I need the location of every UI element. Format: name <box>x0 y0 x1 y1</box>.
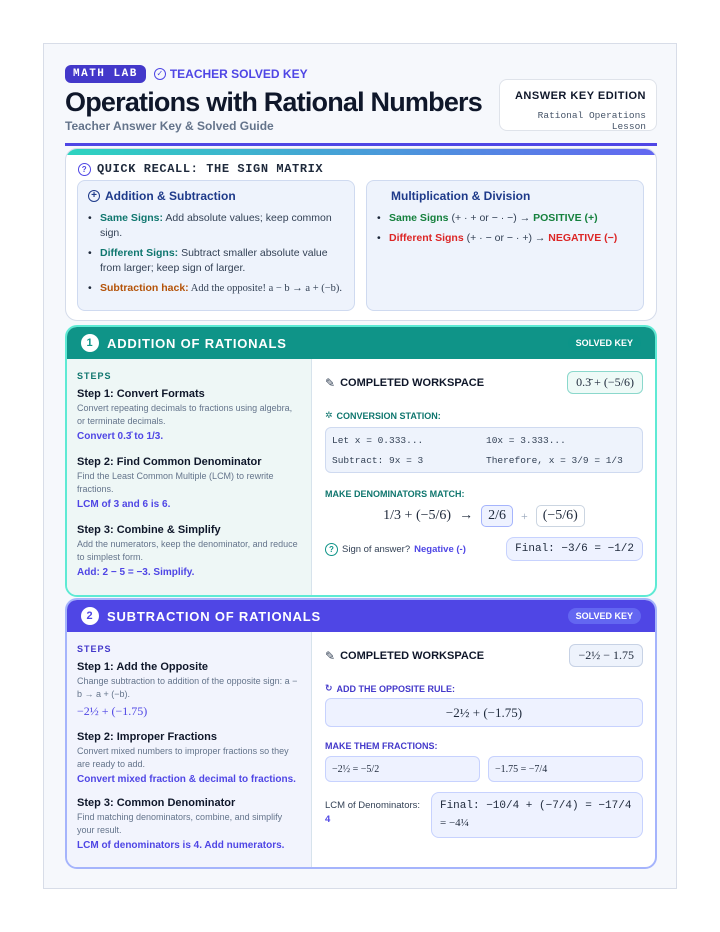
top-tagline <box>65 65 308 83</box>
conv-ten: 10x = 3.333... <box>486 435 566 446</box>
fraction-b: −1.75 = −7/4 <box>488 756 643 782</box>
plus-circle-icon: + <box>88 190 100 202</box>
pencil-icon: ✎ <box>325 375 336 390</box>
rule-expression: −2½ + (−1.75) <box>325 698 643 727</box>
section-number: 1 <box>81 334 99 352</box>
rule-result: NEGATIVE (−) <box>548 232 618 244</box>
rule-text: Subtract smaller absolute value from larger; keep sign of larger. <box>100 247 328 274</box>
steps-column <box>67 359 312 595</box>
workspace-expression: −2½ − 1.75 <box>569 644 643 667</box>
rule-text: (+ · + or − · −) → <box>448 212 534 224</box>
section-title: SUBTRACTION OF RATIONALS <box>107 608 321 624</box>
add-sub-heading <box>88 189 344 203</box>
rule-text: (+ · − or − · +) → <box>463 232 549 244</box>
final-line-1: Final: −10/4 + (−7/4) = −17/4 <box>439 800 632 812</box>
rule-text: Add the opposite! a − b → a + (−b). <box>188 283 343 294</box>
recall-stripe <box>66 149 656 155</box>
refresh-icon: ↻ <box>325 683 333 693</box>
step-desc: Find matching denominators, combine, and simplify your result. <box>77 812 283 835</box>
sign-question <box>325 543 466 556</box>
header-divider <box>65 143 657 146</box>
step-desc: Find the Least Common Multiple (LCM) to rewrite fractions. <box>77 471 274 494</box>
worksheet-page <box>43 43 677 889</box>
list-item <box>377 211 633 226</box>
step-title: Step 3: Combine & Simplify <box>77 524 221 536</box>
rule-text: Add absolute values; keep common sign. <box>100 212 332 239</box>
step-desc: Convert repeating decimals to fractions using algebra, or terminate decimals. <box>77 403 293 426</box>
recall-title: QUICK RECALL: THE SIGN MATRIX <box>97 162 324 176</box>
match-label: MAKE DENOMINATORS MATCH: <box>325 489 465 499</box>
lcm-info <box>325 792 423 825</box>
match-box-2: (−5/6) <box>536 505 585 527</box>
rule-lead: Different Signs <box>389 232 464 244</box>
step-title: Step 2: Improper Fractions <box>77 731 217 743</box>
step-answer: Add: 2 − 5 = −3. Simplify. <box>77 567 195 578</box>
workspace-title <box>325 376 484 390</box>
page-subtitle: Teacher Answer Key & Solved Guide <box>65 119 274 133</box>
step-title: Step 1: Add the Opposite <box>77 661 208 673</box>
rule-result: POSITIVE (+) <box>533 212 598 224</box>
conv-subtract: Subtract: 9x = 3 <box>332 455 424 466</box>
mul-div-heading: Multiplication & Division <box>391 189 531 203</box>
quick-recall-card <box>65 148 657 321</box>
rule-lead: Same Signs <box>389 212 449 224</box>
workspace-header <box>325 644 643 667</box>
final-answer: Final: −3/6 = −1/2 <box>506 537 643 561</box>
match-left: 1/3 + (−5/6) <box>383 508 452 523</box>
step-3 <box>77 797 301 851</box>
add-sub-heading-text: Addition & Subtraction <box>105 189 236 203</box>
step-answer: Convert mixed fraction & decimal to fractions. <box>77 774 296 785</box>
section-header <box>67 600 655 632</box>
step-answer: LCM of denominators is 4. Add numerators. <box>77 840 285 851</box>
page-title: Operations with Rational Numbers <box>65 87 482 117</box>
solved-key-pill: SOLVED KEY <box>568 335 641 351</box>
step-2 <box>77 731 301 785</box>
list-item <box>377 231 633 246</box>
workspace-title-text: COMPLETED WORKSPACE <box>340 376 485 389</box>
teacher-solved-label: TEACHER SOLVED KEY <box>169 67 308 81</box>
step-title: Step 1: Convert Formats <box>77 388 205 400</box>
conversion-label-text: CONVERSION STATION: <box>336 410 441 421</box>
step-3 <box>77 524 301 578</box>
list-item <box>88 211 344 241</box>
edition-title: ANSWER KEY EDITION <box>514 90 646 102</box>
mul-div-list <box>377 211 633 246</box>
rule-lead: Different Signs: <box>100 247 179 259</box>
rule-label-text: ADD THE OPPOSITE RULE: <box>336 683 456 694</box>
match-box-1: 2/6 <box>481 505 513 527</box>
list-item <box>88 246 344 276</box>
add-sub-box <box>77 180 355 311</box>
step-2 <box>77 456 301 510</box>
rule-lead: Subtraction hack: <box>100 282 189 294</box>
edition-card <box>499 79 657 131</box>
conv-let: Let x = 0.333... <box>332 435 424 446</box>
sparkle-icon: ✲ <box>325 410 333 420</box>
final-row <box>325 537 643 561</box>
step-desc: Add the numerators, keep the denominator, and reduce to simplest form. <box>77 539 298 562</box>
recall-heading <box>78 162 323 176</box>
lcm-label: LCM of Denominators: <box>325 800 421 811</box>
step-title: Step 3: Common Denominator <box>77 797 236 809</box>
conversion-station <box>325 427 643 473</box>
section-header <box>67 327 655 359</box>
list-item <box>88 281 344 296</box>
sign-question-text: Sign of answer? <box>342 543 411 555</box>
check-circle-icon: ✓ <box>154 68 166 80</box>
fraction-a: −2½ = −5/2 <box>325 756 480 782</box>
pencil-icon: ✎ <box>325 648 336 663</box>
workspace-expression: 0.3̄ + (−5/6) <box>567 371 643 394</box>
step-1 <box>77 661 301 719</box>
match-plus: + <box>520 508 528 523</box>
math-lab-badge: MATH LAB <box>65 65 146 83</box>
step-answer: LCM of 3 and 6 is 6. <box>77 499 171 510</box>
step-answer: −2½ + (−1.75) <box>77 704 148 718</box>
lcm-row <box>325 792 643 838</box>
question-icon: ? <box>78 163 91 176</box>
denominator-match <box>325 505 643 527</box>
workspace-column <box>313 632 655 867</box>
arrow-icon: → <box>459 508 474 523</box>
workspace-column <box>313 359 655 595</box>
steps-label: STEPS <box>77 371 112 381</box>
section-number: 2 <box>81 607 99 625</box>
final-answer <box>431 792 643 838</box>
fractions-label: MAKE THEM FRACTIONS: <box>325 741 438 751</box>
teacher-solved-tag <box>154 67 308 81</box>
fraction-conversions <box>325 756 643 782</box>
subtraction-section <box>65 598 657 869</box>
step-title: Step 2: Find Common Denominator <box>77 456 262 468</box>
workspace-title-text: COMPLETED WORKSPACE <box>340 649 485 662</box>
addition-section <box>65 325 657 597</box>
workspace-title <box>325 649 484 663</box>
lcm-value: 4 <box>325 814 331 825</box>
solved-key-pill: SOLVED KEY <box>568 608 641 624</box>
workspace-header <box>325 371 643 394</box>
add-sub-list <box>88 211 344 296</box>
rule-lead: Same Signs: <box>100 212 164 224</box>
edition-subtitle: Rational Operations Lesson <box>537 110 646 132</box>
mul-div-box <box>366 180 644 311</box>
steps-label: STEPS <box>77 644 112 654</box>
step-1 <box>77 388 301 442</box>
step-desc: Convert mixed numbers to improper fractions so they are ready to add. <box>77 746 289 769</box>
rule-label <box>325 683 643 694</box>
question-icon: ? <box>325 543 338 556</box>
section-title: ADDITION OF RATIONALS <box>107 335 287 351</box>
conv-therefore: Therefore, x = 3/9 = 1/3 <box>486 455 623 466</box>
sign-answer: Negative (-) <box>414 543 466 555</box>
step-answer: Convert 0.3̄ to 1/3. <box>77 431 164 442</box>
conversion-label <box>325 410 643 421</box>
final-line-2: = −4¼ <box>439 817 469 829</box>
steps-column <box>67 632 312 867</box>
step-desc: Change subtraction to addition of the opposite sign: a − b → a + (−b). <box>77 676 298 699</box>
